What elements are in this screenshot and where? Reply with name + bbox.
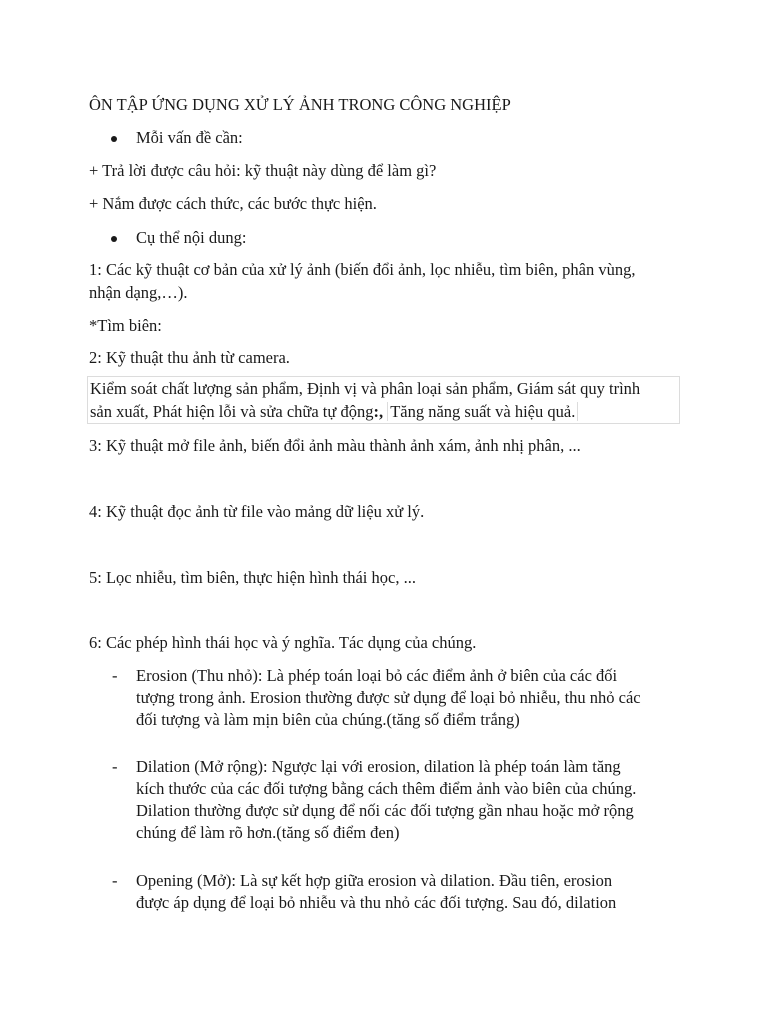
bullet-dot-icon [111, 136, 117, 142]
document-title: ÔN TẬP ỨNG DỤNG XỬ LÝ ẢNH TRONG CÔNG NGHIỆP [89, 95, 511, 114]
applications-line [90, 401, 578, 423]
dilation-line: Dilation thường được sử dụng để nối các đối tượng gần nhau hoặc mở rộng [136, 801, 634, 820]
dilation-paragraph [136, 756, 636, 844]
dilation-line: chúng để làm rõ hơn.(tăng số điểm đen) [136, 823, 400, 842]
bullet-text: Cụ thể nội dung: [136, 228, 247, 247]
applications-line-tail: Tăng năng suất và hiệu quả. [387, 402, 578, 421]
item-3: 3: Kỹ thuật mở file ảnh, biến đổi ảnh màu thành ảnh xám, ảnh nhị phân, ... [89, 436, 581, 455]
item-5: 5: Lọc nhiễu, tìm biên, thực hiện hình thái học, ... [89, 568, 416, 587]
item-1-line: 1: Các kỹ thuật cơ bản của xử lý ảnh (biến đổi ảnh, lọc nhiễu, tìm biên, phân vùng, [89, 260, 636, 279]
dash-marker: - [112, 666, 118, 685]
dilation-line: kích thước của các đối tượng bằng cách thêm điểm ảnh vào biên của chúng. [136, 779, 637, 798]
item-4: 4: Kỹ thuật đọc ảnh từ file vào mảng dữ liệu xử lý. [89, 502, 425, 521]
dash-marker: - [112, 757, 118, 776]
star-note: *Tìm biên: [89, 316, 162, 335]
bullet-dot-icon [111, 236, 117, 242]
erosion-line: đối tượng và làm mịn biên của chúng.(tăng số điểm trắng) [136, 710, 520, 729]
erosion-line: Erosion (Thu nhỏ): Là phép toán loại bỏ các điểm ảnh ở biên của các đối [136, 666, 618, 685]
dash-marker: - [112, 871, 118, 890]
applications-line-part: sản xuất, Phát hiện lỗi và sửa chữa tự động [90, 402, 374, 421]
bullet-text: Mỗi vấn đề cần: [136, 128, 243, 147]
requirement-line: + Trả lời được câu hỏi: kỹ thuật này dùng để làm gì? [89, 161, 437, 180]
item-2: 2: Kỹ thuật thu ảnh từ camera. [89, 348, 290, 367]
dilation-line: Dilation (Mở rộng): Ngược lại với erosion, dilation là phép toán làm tăng [136, 757, 621, 776]
applications-separator: :, [373, 402, 384, 421]
erosion-paragraph [136, 665, 641, 731]
opening-line: Opening (Mở): Là sự kết hợp giữa erosion và dilation. Đầu tiên, erosion [136, 871, 613, 890]
applications-line: Kiểm soát chất lượng sản phẩm, Định vị và phân loại sản phẩm, Giám sát quy trình [90, 379, 641, 398]
opening-paragraph [136, 870, 616, 914]
erosion-line: tượng trong ảnh. Erosion thường được sử dụng để loại bỏ nhiễu, thu nhỏ các [136, 688, 641, 707]
applications-text-box [87, 376, 680, 424]
opening-line: được áp dụng để loại bỏ nhiễu và thu nhỏ các đối tượng. Sau đó, dilation [136, 893, 617, 912]
item-6: 6: Các phép hình thái học và ý nghĩa. Tác dụng của chúng. [89, 633, 477, 652]
requirement-line: + Nắm được cách thức, các bước thực hiện. [89, 194, 377, 213]
item-1-line: nhận dạng,…). [89, 283, 188, 302]
